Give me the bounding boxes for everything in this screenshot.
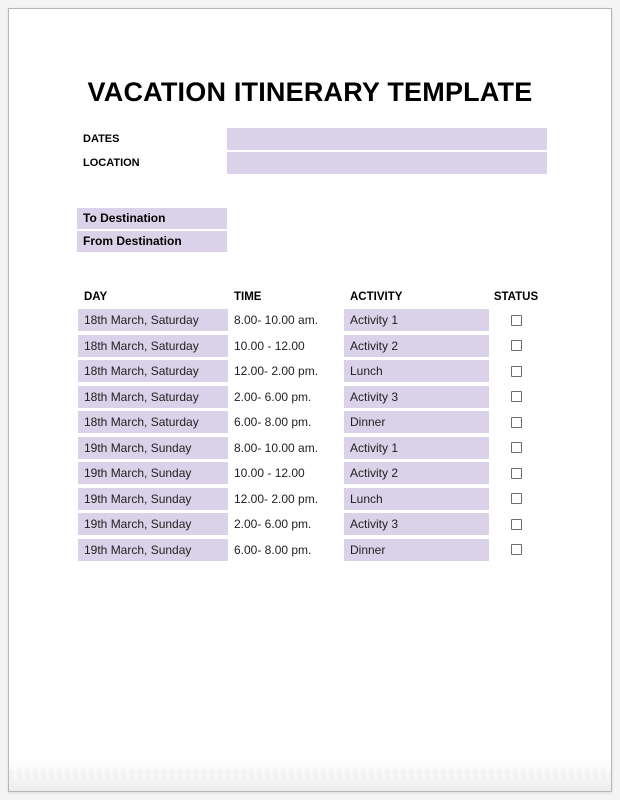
- status-checkbox[interactable]: [511, 417, 522, 428]
- status-checkbox[interactable]: [511, 366, 522, 377]
- day-cell[interactable]: 18th March, Saturday: [78, 309, 228, 331]
- activity-cell[interactable]: Activity 2: [344, 335, 489, 357]
- time-cell[interactable]: 6.00- 8.00 pm.: [234, 415, 312, 429]
- status-cell: [492, 360, 540, 382]
- activity-cell[interactable]: Dinner: [344, 539, 489, 561]
- time-cell[interactable]: 12.00- 2.00 pm.: [234, 364, 319, 378]
- activity-cell[interactable]: Dinner: [344, 411, 489, 433]
- status-checkbox[interactable]: [511, 442, 522, 453]
- time-cell[interactable]: 10.00 - 12.00: [234, 466, 305, 480]
- day-cell[interactable]: 19th March, Sunday: [78, 513, 228, 535]
- status-cell: [492, 462, 540, 484]
- status-checkbox[interactable]: [511, 315, 522, 326]
- table-row: [78, 335, 540, 357]
- table-row: [78, 488, 540, 510]
- status-cell: [492, 437, 540, 459]
- table-row: [78, 539, 540, 561]
- status-checkbox[interactable]: [511, 519, 522, 530]
- status-cell: [492, 335, 540, 357]
- status-checkbox[interactable]: [511, 493, 522, 504]
- header-time: TIME: [234, 291, 262, 303]
- activity-cell[interactable]: Activity 3: [344, 513, 489, 535]
- status-cell: [492, 539, 540, 561]
- time-cell[interactable]: 2.00- 6.00 pm.: [234, 517, 312, 531]
- day-cell[interactable]: 18th March, Saturday: [78, 411, 228, 433]
- day-cell[interactable]: 18th March, Saturday: [78, 335, 228, 357]
- time-cell[interactable]: 2.00- 6.00 pm.: [234, 389, 312, 404]
- dates-field[interactable]: [227, 128, 547, 150]
- table-row: [78, 513, 540, 535]
- status-cell: [492, 386, 540, 408]
- time-cell[interactable]: 12.00- 2.00 pm.: [234, 491, 319, 506]
- table-row: [78, 437, 540, 459]
- status-cell: [492, 488, 540, 510]
- header-day: DAY: [84, 291, 108, 303]
- watermark-strip: [9, 770, 611, 779]
- table-row: [78, 386, 540, 408]
- time-cell[interactable]: 8.00- 10.00 am.: [234, 313, 319, 327]
- table-row: [78, 462, 540, 484]
- to-destination-cell[interactable]: To Destination: [77, 208, 227, 229]
- time-cell[interactable]: 8.00- 10.00 am.: [234, 440, 319, 455]
- table-row: [78, 309, 540, 331]
- activity-cell[interactable]: Activity 3: [344, 386, 489, 408]
- day-cell[interactable]: 19th March, Sunday: [78, 437, 228, 459]
- activity-cell[interactable]: Lunch: [344, 488, 489, 510]
- day-cell[interactable]: 19th March, Sunday: [78, 462, 228, 484]
- time-cell[interactable]: 6.00- 8.00 pm.: [234, 542, 312, 557]
- day-cell[interactable]: 18th March, Saturday: [78, 386, 228, 408]
- table-header-row: [78, 287, 540, 307]
- status-checkbox[interactable]: [511, 544, 522, 555]
- status-cell: [492, 513, 540, 535]
- status-checkbox[interactable]: [511, 391, 522, 402]
- location-label: LOCATION: [83, 157, 140, 169]
- activity-cell[interactable]: Activity 1: [344, 437, 489, 459]
- document-page: [8, 8, 612, 792]
- itinerary-table: [78, 287, 540, 564]
- time-cell[interactable]: 10.00 - 12.00: [234, 338, 305, 353]
- table-row: [78, 411, 540, 433]
- table-row: [78, 360, 540, 382]
- day-cell[interactable]: 19th March, Sunday: [78, 488, 228, 510]
- dates-label: DATES: [83, 133, 120, 145]
- activity-cell[interactable]: Activity 1: [344, 309, 489, 331]
- page-title: VACATION ITINERARY TEMPLATE: [87, 77, 533, 107]
- location-field[interactable]: [227, 152, 547, 174]
- status-cell: [492, 309, 540, 331]
- status-checkbox[interactable]: [511, 468, 522, 479]
- from-destination-cell[interactable]: From Destination: [77, 231, 227, 252]
- status-cell: [492, 411, 540, 433]
- activity-cell[interactable]: Activity 2: [344, 462, 489, 484]
- header-activity: ACTIVITY: [350, 291, 403, 303]
- header-status: STATUS: [493, 291, 539, 303]
- status-checkbox[interactable]: [511, 340, 522, 351]
- activity-cell[interactable]: Lunch: [344, 360, 489, 382]
- day-cell[interactable]: 18th March, Saturday: [78, 360, 228, 382]
- day-cell[interactable]: 19th March, Sunday: [78, 539, 228, 561]
